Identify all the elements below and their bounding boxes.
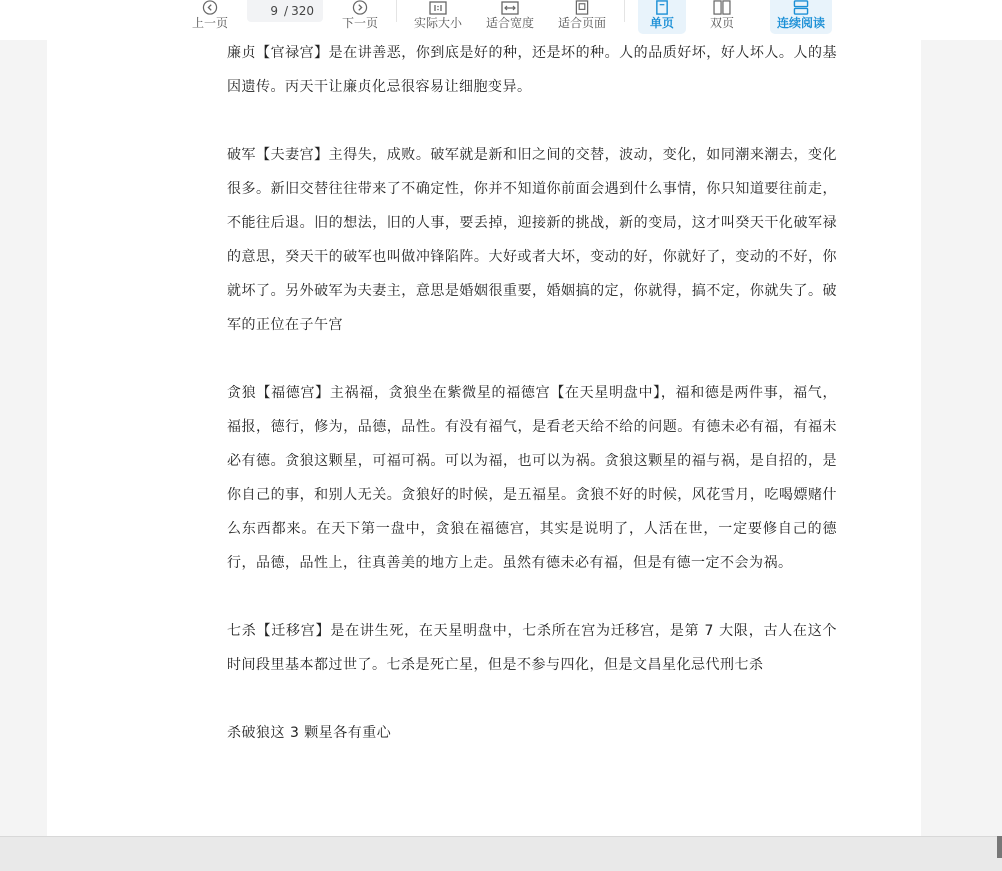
fit-page-icon [574, 0, 590, 15]
fit-width-button[interactable] [484, 0, 536, 34]
prev-page-button[interactable] [190, 0, 230, 34]
double-page-label: 双页 [709, 16, 734, 30]
document-page [47, 0, 921, 836]
continuous-read-label: 连续阅读 [776, 16, 825, 30]
single-page-label: 单页 [649, 16, 674, 30]
fit-page-button[interactable] [556, 0, 608, 34]
double-page-button[interactable] [698, 0, 746, 34]
actual-size-label: 实际大小 [413, 16, 462, 30]
paragraph-summary: 杀破狼这 3 颗星各有重心 [227, 725, 392, 741]
paragraph-pojun: 破军【夫妻宫】主得失，成败。破军就是新和旧之间的交替，波动，变化，如同潮来潮去，变化很多。新旧交替往往带来了不确定性，你并不知道你前面会遇到什么事情，你只知道要往前走，不能往后退。旧的想法，旧的人事，要丢掉，迎接新的挑战，新的变局，这才叫癸天干化破军禄的意思，癸天干的破军也叫做冲锋陷阵。大好或者大坏，变动的好，你就好了，变动的不好，你就坏了。另外破军为夫妻主，意思是婚姻很重要，婚姻搞的定，你就得，搞不定，你就失了。破军的正位在子午宫 [227, 147, 837, 333]
continuous-read-icon [792, 0, 810, 15]
status-bar [0, 836, 1002, 871]
chevron-right-icon [352, 0, 368, 15]
prev-page-label: 上一页 [191, 16, 228, 30]
continuous-read-button[interactable] [770, 0, 832, 34]
next-page-label: 下一页 [341, 16, 378, 30]
scrollbar-thumb[interactable] [997, 836, 1002, 858]
total-pages: 320 [291, 4, 314, 18]
paragraph-lianzhen: 廉贞【官禄宫】是在讲善恶，你到底是好的种，还是坏的种。人的品质好坏，好人坏人。人的基因遗传。丙天干让廉贞化忌很容易让细胞变异。 [227, 45, 837, 95]
page-number-input[interactable] [256, 4, 278, 18]
actual-size-button[interactable] [412, 0, 464, 34]
next-page-button[interactable] [340, 0, 380, 34]
paragraph-qisha: 七杀【迁移宫】是在讲生死，在天星明盘中，七杀所在宫为迁移宫，是第 7 大限，古人在这个时间段里基本都过世了。七杀是死亡星，但是不参与四化，但是文昌星化忌代刑七杀 [227, 623, 837, 673]
actual-size-icon [429, 1, 447, 15]
single-page-icon [655, 0, 669, 15]
document-content [227, 36, 837, 750]
single-page-button[interactable] [638, 0, 686, 34]
double-page-icon [712, 0, 732, 15]
toolbar-divider [396, 0, 397, 22]
fit-width-icon [501, 1, 519, 15]
toolbar-divider [624, 0, 625, 22]
fit-page-label: 适合页面 [557, 16, 606, 30]
viewer-toolbar [0, 0, 1002, 40]
page-indicator [247, 0, 323, 22]
fit-width-label: 适合宽度 [485, 16, 534, 30]
page-separator: / [284, 4, 289, 18]
chevron-left-icon [202, 0, 218, 15]
paragraph-tanlang: 贪狼【福德宫】主祸福，贪狼坐在紫微星的福德宫【在天星明盘中】，福和德是两件事，福气，福报，德行，修为，品德，品性。有没有福气，是看老天给不给的问题。有德未必有福，有福未必有德。贪狼这颗星，可福可祸。可以为福，也可以为祸。贪狼这颗星的福与祸，是自招的，是你自己的事，和别人无关。贪狼好的时候，是五福星。贪狼不好的时候，风花雪月，吃喝嫖赌什么东西都来。在天下第一盘中，贪狼在福德宫，其实是说明了，人活在世，一定要修自己的德行，品德，品性上，往真善美的地方上走。虽然有德未必有福，但是有德一定不会为祸。 [227, 385, 837, 571]
